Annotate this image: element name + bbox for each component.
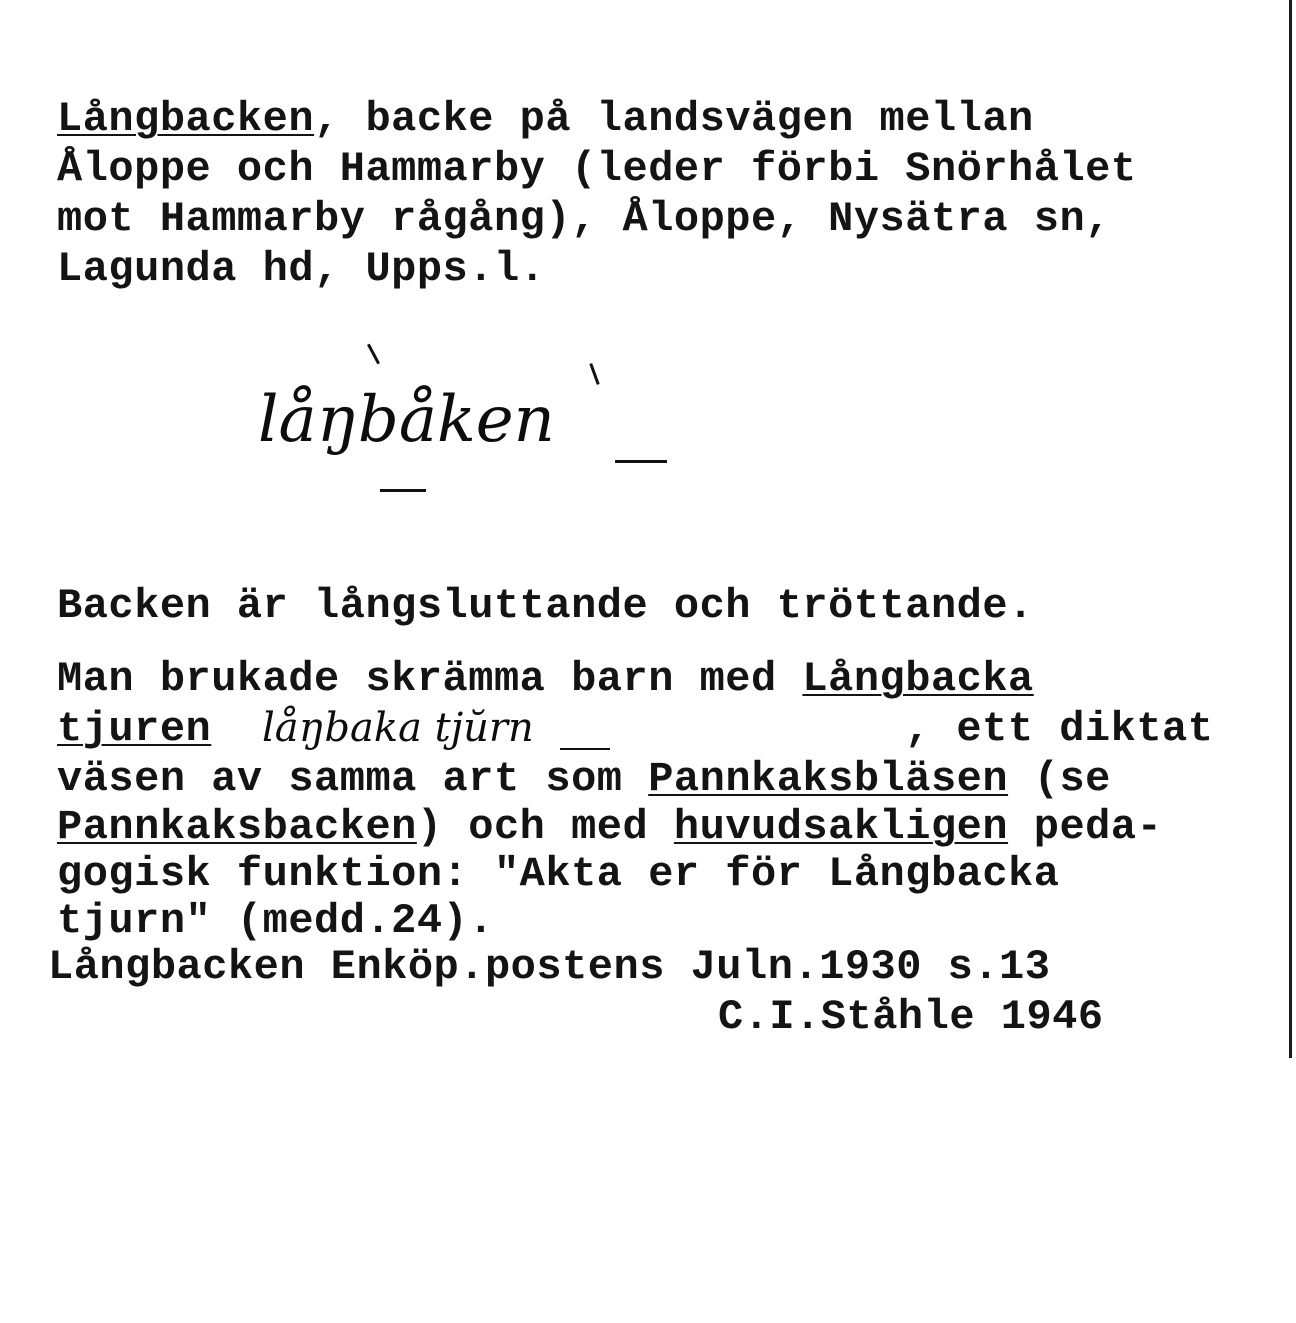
term-huvudsakligen: huvudsakligen	[673, 803, 1009, 851]
p2-line-4-text: ) och med	[416, 803, 674, 851]
p2-line-1-text: Man brukade skrämma barn med	[57, 655, 803, 703]
entry-line-3: mot Hammarby rågång), Åloppe, Nysätra sn,	[57, 195, 1111, 243]
accent-mark-1	[367, 344, 380, 365]
entry-line-4: Lagunda hd, Upps.l.	[57, 245, 546, 293]
entry-line-1	[57, 95, 1034, 143]
p2-line-3-text: väsen av samma art som	[57, 755, 649, 803]
entry-line-1-text: , backe på landsvägen mellan	[314, 95, 1034, 143]
stress-underline-1	[380, 489, 426, 492]
description-p2-line-2b: , ett diktat	[905, 705, 1214, 753]
handwriting-underline	[560, 748, 610, 750]
term-pannkaksbacken: Pannkaksbacken	[57, 803, 417, 851]
description-p2-line-3	[57, 755, 1111, 803]
description-p2-line-6: tjurn" (medd.24).	[57, 897, 494, 945]
accent-mark-2	[589, 363, 599, 385]
description-line-1: Backen är långsluttande och tröttande.	[57, 582, 1034, 630]
description-p2-line-5: gogisk funktion: "Akta er för Långbacka	[57, 850, 1060, 898]
description-p2-line-4	[57, 803, 1162, 851]
handwritten-pronunciation: låŋbåken	[258, 383, 555, 457]
handwritten-langbaka-tjurn: låŋbaka tjŭrn	[262, 705, 534, 751]
term-pannkaksblasen: Pannkaksbläsen	[648, 755, 1009, 803]
entry-line-2: Åloppe och Hammarby (leder förbi Snörhålet	[57, 145, 1137, 193]
description-p2-line-1	[57, 655, 1034, 703]
source-line: Långbacken Enköp.postens Juln.1930 s.13	[48, 943, 1051, 991]
p2-line-3-end: (se	[1008, 755, 1111, 803]
signature: C.I.Ståhle 1946	[718, 993, 1104, 1041]
term-langbacka: Långbacka	[802, 655, 1034, 703]
description-p2-line-2	[57, 705, 211, 753]
p2-line-4-end: peda-	[1008, 803, 1163, 851]
term-tjuren: tjuren	[57, 705, 212, 753]
headword: Långbacken	[57, 95, 315, 143]
stress-underline-2	[615, 460, 667, 463]
card-right-edge	[1289, 0, 1292, 1058]
